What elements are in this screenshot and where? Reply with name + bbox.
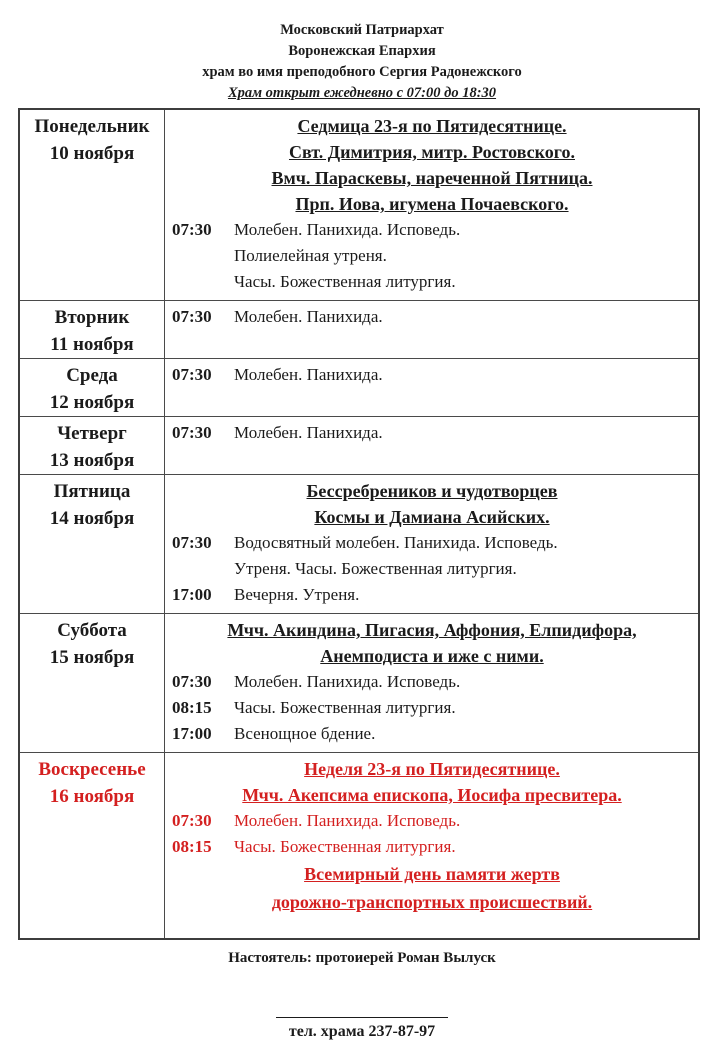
schedule-day-row [20, 416, 698, 474]
schedule-day-row [20, 358, 698, 416]
service-line [172, 304, 692, 330]
service-description: Часы. Божественная литургия. [234, 698, 456, 717]
service-line [172, 530, 692, 556]
service-time: 17:00 [172, 724, 212, 743]
service-description: Полиелейная утреня. [234, 246, 387, 265]
day-cell [20, 475, 165, 613]
day-cell [20, 417, 165, 474]
day-date: 12 ноября [49, 392, 135, 413]
day-date: 16 ноября [49, 786, 135, 807]
rector-line: Настоятель: протоиерей Роман Вылуск [228, 950, 496, 966]
schedule-day-row [20, 300, 698, 358]
service-description: Молебен. Панихида. Исповедь. [234, 220, 461, 239]
service-description: Молебен. Панихида. Исповедь. [234, 672, 461, 691]
day-name: Понедельник [34, 116, 150, 137]
service-line [172, 556, 692, 582]
service-time: 07:30 [172, 672, 212, 691]
document-header [0, 0, 724, 104]
feast-title: Свт. Димитрия, митр. Ростовского. [288, 142, 575, 162]
day-services-cell [165, 475, 698, 613]
service-time: 07:30 [172, 423, 212, 442]
service-description: Молебен. Панихида. [234, 365, 383, 384]
service-description: Часы. Божественная литургия. [234, 272, 456, 291]
service-description: Молебен. Панихида. Исповедь. [234, 811, 461, 830]
service-time: 08:15 [172, 837, 212, 856]
day-cell [20, 614, 165, 752]
feast-title: Вмч. Параскевы, нареченной Пятница. [271, 168, 593, 188]
day-cell [20, 359, 165, 416]
feast-title: Бессребреников и чудотворцев [306, 481, 558, 501]
service-description: Всенощное бдение. [234, 724, 376, 743]
service-line [172, 721, 692, 747]
day-name: Вторник [54, 307, 130, 328]
day-cell [20, 110, 165, 300]
day-date: 10 ноября [49, 143, 135, 164]
day-services-cell [165, 110, 698, 300]
day-date: 11 ноября [50, 334, 134, 355]
service-time: 17:00 [172, 585, 212, 604]
schedule-day-row [20, 613, 698, 752]
day-services-cell [165, 301, 698, 358]
phone-line: тел. храма 237-87-97 [288, 1023, 436, 1040]
feast-title: Неделя 23-я по Пятидесятнице. [304, 759, 560, 779]
service-time: 07:30 [172, 811, 212, 830]
day-date: 14 ноября [49, 508, 135, 529]
service-time: 07:30 [172, 307, 212, 326]
service-time: 07:30 [172, 220, 212, 239]
day-cell [20, 753, 165, 938]
feast-title: Мчч. Акепсима епископа, Иосифа пресвитера. [242, 785, 622, 805]
service-line [172, 695, 692, 721]
signature-divider-line [276, 1016, 448, 1018]
service-description: Утреня. Часы. Божественная литургия. [234, 559, 517, 578]
service-description: Молебен. Панихида. [234, 307, 383, 326]
day-date: 13 ноября [49, 450, 135, 471]
service-line [172, 834, 692, 860]
schedule-day-row [20, 110, 698, 300]
service-time: 07:30 [172, 533, 212, 552]
memorial-note: дорожно-транспортных происшествий. [271, 892, 593, 912]
service-line [172, 582, 692, 608]
memorial-note: Всемирный день памяти жертв [304, 864, 560, 884]
feast-title: Прп. Иова, игумена Почаевского. [295, 194, 569, 214]
service-description: Водосвятный молебен. Панихида. Исповедь. [234, 533, 558, 552]
service-line [172, 362, 692, 388]
schedule-day-row [20, 752, 698, 938]
day-services-cell [165, 359, 698, 416]
schedule-table [18, 108, 700, 940]
service-line [172, 243, 692, 269]
day-name: Суббота [57, 620, 127, 641]
service-time: 08:15 [172, 698, 212, 717]
day-cell [20, 301, 165, 358]
service-description: Часы. Божественная литургия. [234, 837, 456, 856]
day-services-cell [165, 753, 698, 938]
service-line [172, 420, 692, 446]
day-name: Среда [66, 365, 118, 386]
header-line-diocese: Воронежская Епархия [288, 43, 436, 59]
day-services-cell [165, 417, 698, 474]
feast-title: Мчч. Акиндина, Пигасия, Аффония, Елпидифора, [227, 620, 637, 640]
day-services-cell [165, 614, 698, 752]
header-opening-hours: Храм открыт ежедневно с 07:00 до 18:30 [227, 85, 497, 101]
header-line-patriarchate: Московский Патриархат [280, 22, 444, 38]
service-line [172, 808, 692, 834]
feast-title: Космы и Дамиана Асийских. [314, 507, 550, 527]
day-name: Воскресенье [38, 759, 146, 780]
service-line [172, 669, 692, 695]
service-time: 07:30 [172, 365, 212, 384]
service-description: Молебен. Панихида. [234, 423, 383, 442]
service-line [172, 269, 692, 295]
service-description: Вечерня. Утреня. [234, 585, 360, 604]
day-name: Четверг [57, 423, 127, 444]
header-line-temple-name: храм во имя преподобного Сергия Радонежского [202, 64, 522, 80]
day-date: 15 ноября [49, 647, 135, 668]
document-footer [0, 948, 724, 1043]
feast-title: Анемподиста и иже с ними. [320, 646, 544, 666]
schedule-day-row [20, 474, 698, 613]
feast-title: Седмица 23-я по Пятидесятнице. [297, 116, 567, 136]
day-name: Пятница [53, 481, 131, 502]
service-line [172, 217, 692, 243]
